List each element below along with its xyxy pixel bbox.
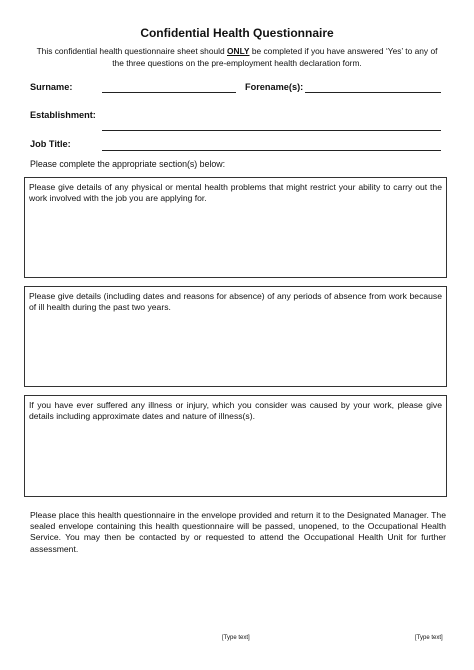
establishment-label: Establishment: <box>30 110 96 120</box>
intro-text-before: This confidential health questionnaire sheet should <box>36 46 227 56</box>
intro-text-after: be completed if you have answered ‘Yes’ to any of the three questions on the pre-employment health declaration form. <box>112 46 438 68</box>
establishment-field[interactable] <box>102 130 441 131</box>
footer-center-text: [Type text] <box>222 635 250 641</box>
job-title-label: Job Title: <box>30 139 71 149</box>
job-title-field[interactable] <box>102 150 441 151</box>
work-illness-prompt: If you have ever suffered any illness or injury, which you consider was caused by your work, please give details including approximate dates and nature of illness(s). <box>29 400 442 422</box>
absence-details-box[interactable] <box>24 286 447 387</box>
closing-paragraph: Please place this health questionnaire in the envelope provided and return it to the Designated Manager. The sealed envelope containing this health questionnaire will be passed, unopened, to the Occupational Health Service. You may then be contacted by or requested to attend the Occupational Health Unit for further assessment. <box>30 510 446 554</box>
work-illness-box[interactable] <box>24 395 447 497</box>
forenames-label: Forename(s): <box>245 82 304 92</box>
section-instruction: Please complete the appropriate section(s) below: <box>30 159 226 169</box>
footer-right-text: [Type text] <box>415 635 443 641</box>
health-problems-box[interactable] <box>24 177 447 278</box>
health-problems-prompt: Please give details of any physical or mental health problems that might restrict your ability to carry out the work involved with the job you are applying for. <box>29 182 442 204</box>
surname-field[interactable] <box>102 92 236 93</box>
intro-emphasis: ONLY <box>227 46 250 56</box>
forenames-field[interactable] <box>305 92 441 93</box>
absence-details-prompt: Please give details (including dates and reasons for absence) of any periods of absence from work because of ill health during the past two years. <box>29 291 442 313</box>
intro-paragraph <box>30 46 444 69</box>
document-title: Confidential Health Questionnaire <box>140 26 334 40</box>
surname-label: Surname: <box>30 82 73 92</box>
